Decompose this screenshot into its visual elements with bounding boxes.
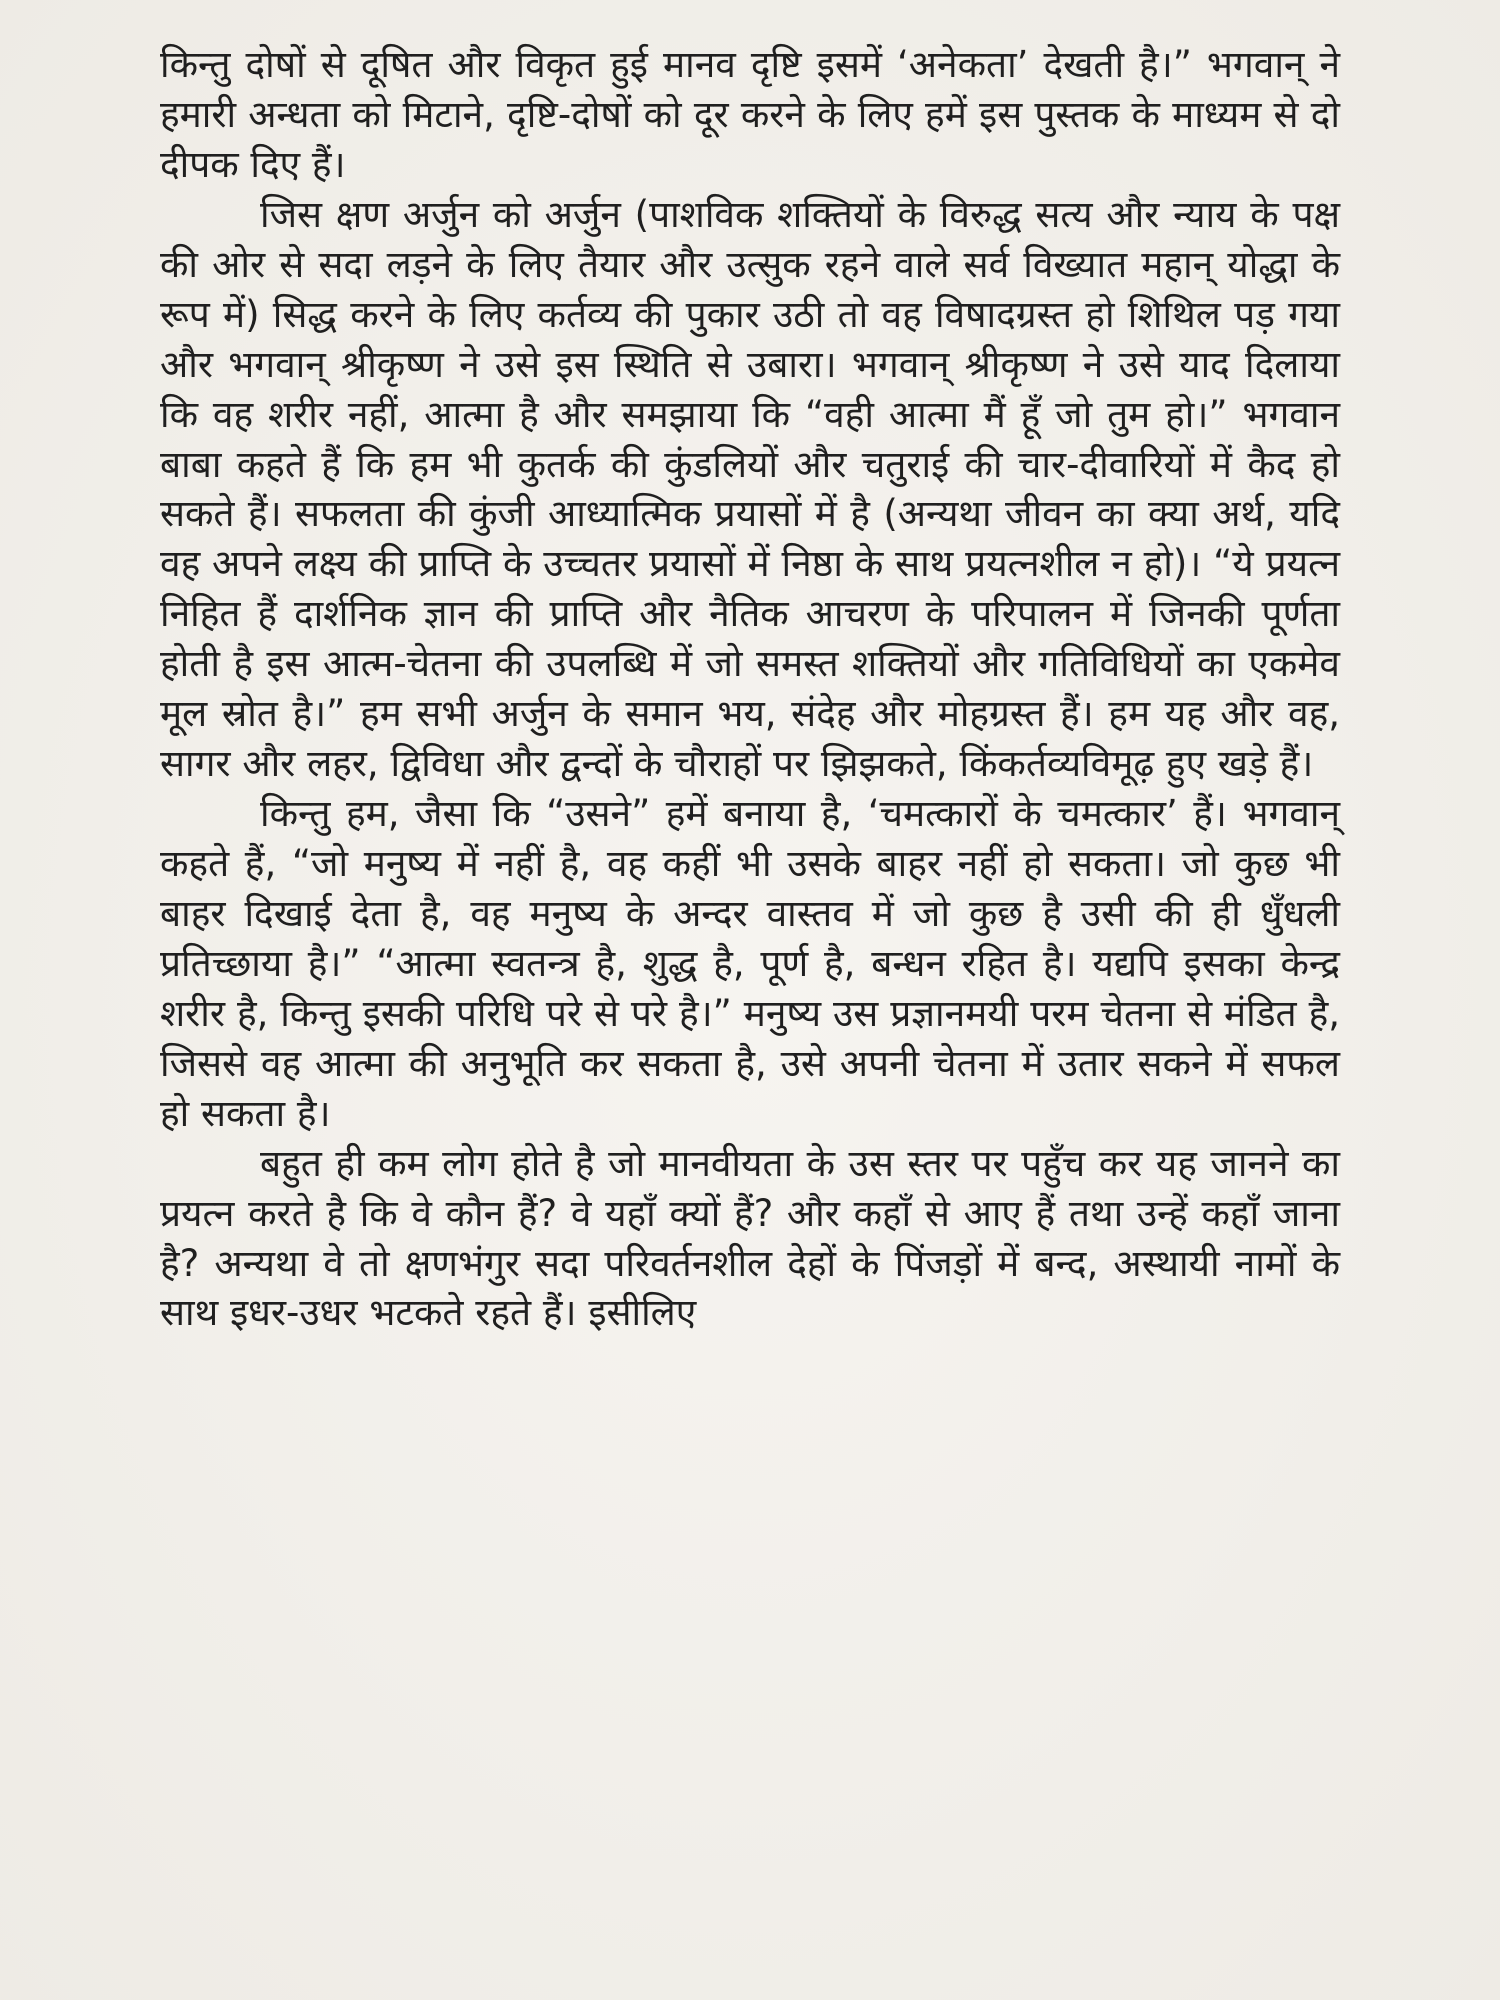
paragraph-1: किन्तु दोषों से दूषित और विकृत हुई मानव दृष्टि इसमें ‘अनेकता’ देखती है।” भगवान् ने हमारी अन्धता को मिटाने, दृष्टि-दोषों को दूर करने के लिए हमें इस पुस्तक के माध्यम से दो दीपक दिए हैं।: [160, 43, 1340, 186]
paragraph-3: किन्तु हम, जैसा कि “उसने” हमें बनाया है, ‘चमत्कारों के चमत्कार’ हैं। भगवान् कहते हैं, “जो मनुष्य में नहीं है, वह कहीं भी उसके बाहर नहीं हो सकता। जो कुछ भी बाहर दिखाई देता है, वह मनुष्य के अन्दर वास्तव में जो कुछ है उसी की ही धुँधली प्रतिच्छाया है।” “आत्मा स्वतन्त्र है, शुद्ध है, पूर्ण है, बन्धन रहित है। यद्यपि इसका केन्द्र शरीर है, किन्तु इसकी परिधि परे से परे है।” मनुष्य उस प्रज्ञानमयी परम चेतना से मंडित है, जिससे वह आत्मा की अनुभूति कर सकता है, उसे अपनी चेतना में उतार सकने में सफल हो सकता है।: [160, 792, 1340, 1135]
paragraph-4: बहुत ही कम लोग होते है जो मानवीयता के उस स्तर पर पहुँच कर यह जानने का प्रयत्न करते है कि वे कौन हैं? वे यहाँ क्यों हैं? और कहाँ से आए हैं तथा उन्हें कहाँ जाना है? अन्यथा वे तो क्षणभंगुर सदा परिवर्तनशील देहों के पिंजड़ों में बन्द, अस्थायी नामों के साथ इधर-उधर भटकते रहते हैं। इसीलिए: [160, 1141, 1340, 1335]
body-text: [160, 40, 1340, 1338]
paragraph-2: जिस क्षण अर्जुन को अर्जुन (पाशविक शक्तियों के विरुद्ध सत्य और न्याय के पक्ष की ओर से सदा लड़ने के लिए तैयार और उत्सुक रहने वाले सर्व विख्यात महान् योद्धा के रूप में) सिद्ध करने के लिए कर्तव्य की पुकार उठी तो वह विषादग्रस्त हो शिथिल पड़ गया और भगवान् श्रीकृष्ण ने उसे इस स्थिति से उबारा। भगवान् श्रीकृष्ण ने उसे याद दिलाया कि वह शरीर नहीं, आत्मा है और समझाया कि “वही आत्मा मैं हूँ जो तुम हो।” भगवान बाबा कहते हैं कि हम भी कुतर्क की कुंडलियों और चतुराई की चार-दीवारियों में कैद हो सकते हैं। सफलता की कुंजी आध्यात्मिक प्रयासों में है (अन्यथा जीवन का क्या अर्थ, यदि वह अपने लक्ष्य की प्राप्ति के उच्चतर प्रयासों में निष्ठा के साथ प्रयत्नशील न हो)। “ये प्रयत्न निहित हैं दार्शनिक ज्ञान की प्राप्ति और नैतिक आचरण के परिपालन में जिनकी पूर्णता होती है इस आत्म-चेतना की उपलब्धि में जो समस्त शक्तियों और गतिविधियों का एकमेव मूल स्रोत है।” हम सभी अर्जुन के समान भय, संदेह और मोहग्रस्त हैं। हम यह और वह, सागर और लहर, द्विविधा और द्वन्दों के चौराहों पर झिझकते, किंकर्तव्यविमूढ़ हुए खड़े हैं।: [160, 192, 1340, 786]
